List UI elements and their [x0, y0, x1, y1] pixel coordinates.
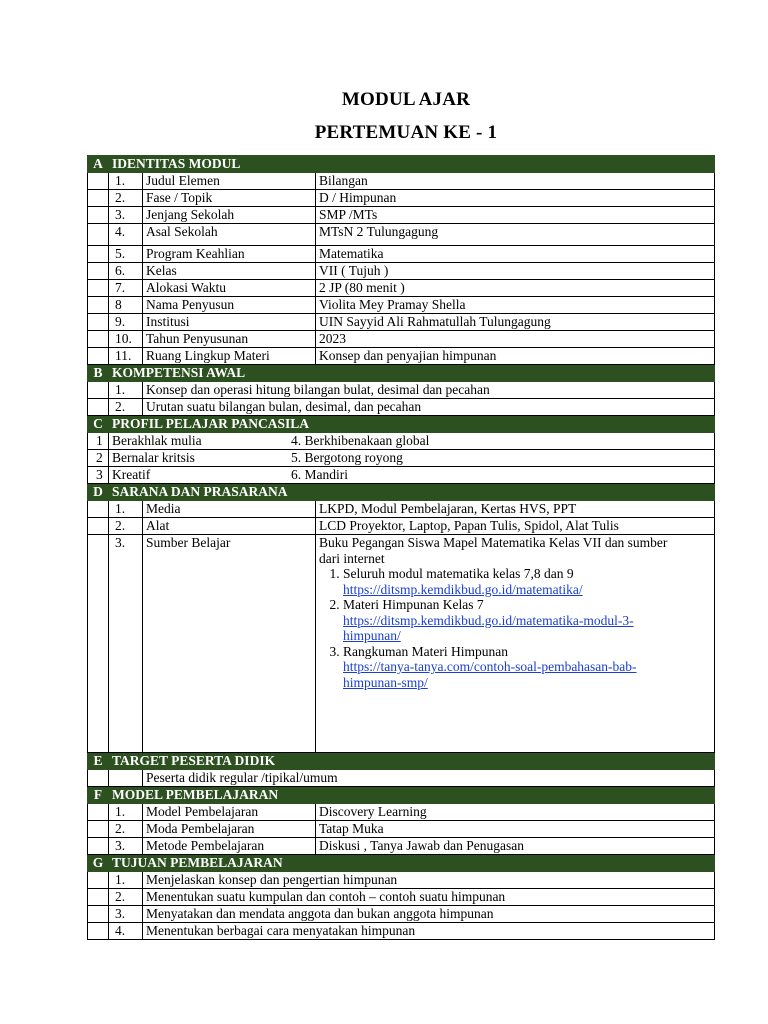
section-letter: C [88, 416, 109, 433]
table-row-sumber [88, 535, 715, 753]
row-number: 3. [109, 207, 143, 224]
spacer-cell [88, 501, 109, 518]
profile-number: 2 [88, 450, 109, 467]
table-row [88, 207, 715, 224]
row-value: 2 JP (80 menit ) [316, 280, 715, 297]
profile-items [109, 450, 715, 467]
table-row [88, 399, 715, 416]
sumber-item-link[interactable]: https://tanya-tanya.com/contoh-soal-pembahasan-bab-himpunan-smp/ [343, 659, 637, 690]
profile-items [109, 467, 715, 484]
table-row [88, 297, 715, 314]
table-row [88, 173, 715, 190]
table-row [88, 906, 715, 923]
row-number: 9. [109, 314, 143, 331]
sumber-item-text: 1. Seluruh modul matematika kelas 7,8 dan 9 [343, 566, 574, 581]
row-value: Matematika [316, 246, 715, 263]
profile-item-left: Kreatif [112, 467, 151, 482]
row-value: 2023 [316, 331, 715, 348]
section-title: IDENTITAS MODUL [109, 156, 715, 173]
table-row [88, 263, 715, 280]
row-value: LKPD, Modul Pembelajaran, Kertas HVS, PPT [316, 501, 715, 518]
row-label: Kelas [143, 263, 316, 280]
table-row [88, 501, 715, 518]
row-number: 5. [109, 246, 143, 263]
spacer-cell [88, 190, 109, 207]
row-label: Judul Elemen [143, 173, 316, 190]
profile-item-right: 6. Mandiri [291, 467, 348, 482]
table-row [88, 872, 715, 889]
row-label: Metode Pembelajaran [143, 838, 316, 855]
sumber-belajar-content [316, 535, 715, 753]
sumber-item-text: 3. Rangkuman Materi Himpunan [343, 643, 508, 659]
row-value: Diskusi , Tanya Jawab dan Penugasan [316, 838, 715, 855]
section-title: SARANA DAN PRASARANA [109, 484, 715, 501]
section-letter: F [88, 787, 109, 804]
row-number: 7. [109, 280, 143, 297]
spacer-cell [88, 207, 109, 224]
spacer-cell [88, 224, 109, 246]
spacer-cell [88, 348, 109, 365]
row-label: Jenjang Sekolah [143, 207, 316, 224]
profile-number: 3 [88, 467, 109, 484]
row-text: Konsep dan operasi hitung bilangan bulat, desimal dan pecahan [143, 382, 715, 399]
row-number: 6. [109, 263, 143, 280]
row-text: Menentukan suatu kumpulan dan contoh – contoh suatu himpunan [143, 889, 715, 906]
row-text: Urutan suatu bilangan bulan, desimal, dan pecahan [143, 399, 715, 416]
table-row [88, 190, 715, 207]
section-header-b [88, 365, 715, 382]
row-number: 2. [109, 190, 143, 207]
row-label: Tahun Penyusunan [143, 331, 316, 348]
document-title: MODUL AJAR [341, 89, 471, 110]
table-row [88, 433, 715, 450]
row-number: 10. [109, 331, 143, 348]
row-text: Menyatakan dan mendata anggota dan bukan anggota himpunan [143, 906, 715, 923]
sumber-list-item [343, 597, 711, 644]
row-label: Program Keahlian [143, 246, 316, 263]
table-row [88, 923, 715, 940]
module-table [87, 155, 715, 940]
table-row [88, 450, 715, 467]
table-row [88, 518, 715, 535]
spacer-cell [88, 246, 109, 263]
row-label: Institusi [143, 314, 316, 331]
section-letter: B [88, 365, 109, 382]
sumber-intro: Buku Pegangan Siswa Mapel Matematika Kelas VII dan sumber dari internet [319, 535, 668, 566]
row-label: Ruang Lingkup Materi [143, 348, 316, 365]
row-label: Moda Pembelajaran [143, 821, 316, 838]
section-letter: A [88, 156, 109, 173]
spacer-cell [88, 838, 109, 855]
section-letter: G [88, 855, 109, 872]
spacer-cell [88, 382, 109, 399]
section-title: MODEL PEMBELAJARAN [109, 787, 715, 804]
section-header-a [88, 156, 715, 173]
table-row [88, 821, 715, 838]
row-number: 1. [109, 173, 143, 190]
table-row [88, 331, 715, 348]
target-text: Peserta didik regular /tipikal/umum [143, 770, 715, 787]
row-number: 3. [109, 535, 143, 753]
profile-item-left: Berakhlak mulia [112, 433, 202, 448]
sumber-list-item [343, 644, 711, 691]
row-value: Discovery Learning [316, 804, 715, 821]
row-number: 2. [109, 889, 143, 906]
row-label: Nama Penyusun [143, 297, 316, 314]
sumber-item-text: 2. Materi Himpunan Kelas 7 [343, 597, 484, 612]
row-value: MTsN 2 Tulungagung [316, 224, 715, 246]
row-value: VII ( Tujuh ) [316, 263, 715, 280]
spacer-cell [88, 280, 109, 297]
profile-item-right: 5. Bergotong royong [291, 450, 403, 465]
section-header-e [88, 753, 715, 770]
section-title: TARGET PESERTA DIDIK [109, 753, 715, 770]
row-value: UIN Sayyid Ali Rahmatullah Tulungagung [316, 314, 715, 331]
module-table-body [88, 156, 715, 940]
row-label: Alokasi Waktu [143, 280, 316, 297]
spacer-cell [88, 889, 109, 906]
row-label: Media [143, 501, 316, 518]
sumber-list-item [343, 566, 711, 597]
sumber-item-link[interactable]: https://ditsmp.kemdikbud.go.id/matematika/ [343, 581, 583, 597]
spacer-cell [88, 535, 109, 753]
row-value: Violita Mey Pramay Shella [316, 297, 715, 314]
section-header-d [88, 484, 715, 501]
profile-items [109, 433, 715, 450]
row-number: 2. [109, 399, 143, 416]
row-value: D / Himpunan [316, 190, 715, 207]
spacer-cell [88, 399, 109, 416]
row-number: 2. [109, 518, 143, 535]
spacer-cell [88, 923, 109, 940]
row-number: 1. [109, 804, 143, 821]
row-number: 1. [109, 501, 143, 518]
row-number: 4. [109, 224, 143, 246]
row-label: Sumber Belajar [143, 535, 316, 753]
section-letter: E [88, 753, 109, 770]
spacer-cell [88, 821, 109, 838]
section-title: PROFIL PELAJAR PANCASILA [109, 416, 715, 433]
profile-item-right: 4. Berkhibenakaan global [291, 433, 430, 448]
section-header-g [88, 855, 715, 872]
spacer-cell [88, 518, 109, 535]
row-value: Konsep dan penyajian himpunan [316, 348, 715, 365]
row-number: 4. [109, 923, 143, 940]
table-row [88, 348, 715, 365]
spacer-cell [88, 804, 109, 821]
row-text: Menjelaskan konsep dan pengertian himpunan [143, 872, 715, 889]
row-number: 11. [109, 348, 143, 365]
row-number: 3. [109, 838, 143, 855]
row-label: Fase / Topik [143, 190, 316, 207]
profile-number: 1 [88, 433, 109, 450]
row-value: Tatap Muka [316, 821, 715, 838]
row-label: Asal Sekolah [143, 224, 316, 246]
table-row [88, 314, 715, 331]
row-number: 2. [109, 821, 143, 838]
spacer-cell [88, 872, 109, 889]
spacer-cell [88, 297, 109, 314]
row-text: Menentukan berbagai cara menyatakan himpunan [143, 923, 715, 940]
row-label: Model Pembelajaran [143, 804, 316, 821]
row-number: 1. [109, 872, 143, 889]
table-row [88, 280, 715, 297]
row-number: 1. [109, 382, 143, 399]
profile-item-left: Bernalar kritsis [112, 450, 195, 465]
spacer-cell [88, 331, 109, 348]
spacer-cell [88, 263, 109, 280]
section-letter: D [88, 484, 109, 501]
spacer-cell [88, 314, 109, 331]
table-row [88, 246, 715, 263]
table-row [88, 889, 715, 906]
row-number: 8 [109, 297, 143, 314]
section-title: KOMPETENSI AWAL [109, 365, 715, 382]
table-row [88, 804, 715, 821]
document-subtitle: PERTEMUAN KE - 1 [314, 122, 498, 143]
section-title: TUJUAN PEMBELAJARAN [109, 855, 715, 872]
sumber-item-link[interactable]: https://ditsmp.kemdikbud.go.id/matematika-modul-3-himpunan/ [343, 612, 634, 643]
row-value: Bilangan [316, 173, 715, 190]
table-row [88, 467, 715, 484]
spacer-cell [88, 770, 109, 787]
spacer-cell [88, 173, 109, 190]
row-label: Alat [143, 518, 316, 535]
table-row [88, 770, 715, 787]
row-value: SMP /MTs [316, 207, 715, 224]
section-header-c [88, 416, 715, 433]
table-row [88, 224, 715, 246]
table-row [88, 382, 715, 399]
table-row [88, 838, 715, 855]
spacer-cell [88, 906, 109, 923]
row-value: LCD Proyektor, Laptop, Papan Tulis, Spidol, Alat Tulis [316, 518, 715, 535]
row-number: 3. [109, 906, 143, 923]
spacer-cell [109, 770, 143, 787]
section-header-f [88, 787, 715, 804]
sumber-list [319, 566, 711, 690]
